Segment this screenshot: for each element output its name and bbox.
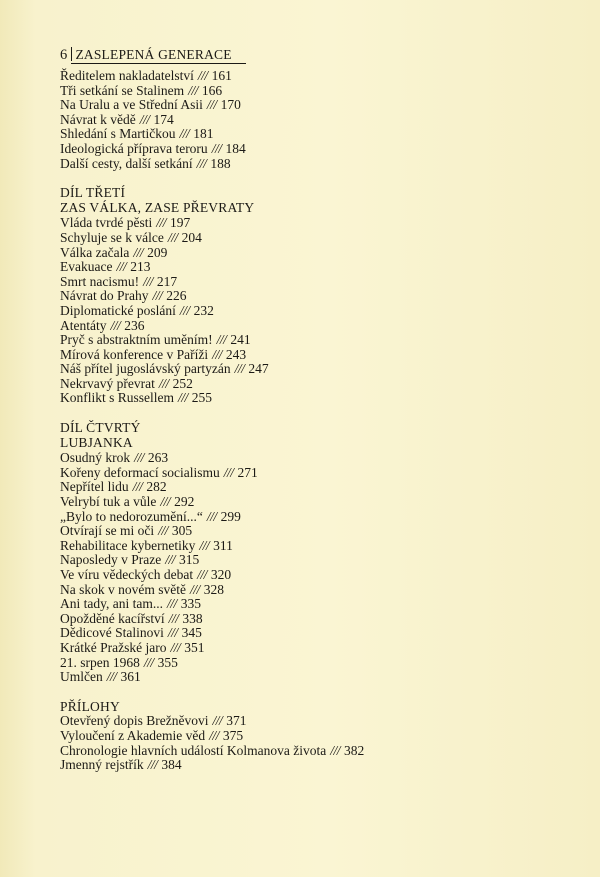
toc-entry <box>60 466 580 481</box>
toc-entry <box>60 612 580 627</box>
toc-page-number: 252 <box>172 375 193 391</box>
toc-entry <box>60 744 580 759</box>
toc-separator: /// <box>143 273 153 289</box>
toc-entry <box>60 714 580 729</box>
toc-entry <box>60 84 580 99</box>
toc-separator: /// <box>212 346 222 362</box>
toc-entry <box>60 510 580 525</box>
toc-separator: /// <box>170 639 181 655</box>
toc-page-number: 299 <box>220 508 241 524</box>
toc-entry-title: Evakuace <box>60 259 113 275</box>
toc-separator: /// <box>132 479 143 495</box>
toc-entry-title: Otvírají se mi oči <box>60 523 155 539</box>
toc-page-number: 197 <box>170 215 191 231</box>
toc-page-number: 361 <box>120 669 141 685</box>
toc-entry <box>60 275 580 290</box>
toc-page-number: 371 <box>226 713 247 729</box>
toc-page-number: 181 <box>193 126 214 142</box>
toc-separator: /// <box>199 537 210 553</box>
toc-page-number: 335 <box>180 596 201 612</box>
header-divider <box>71 47 72 61</box>
toc-entry-title: Opožděné kacířství <box>60 610 165 626</box>
toc-page-number: 247 <box>248 361 269 377</box>
toc-separator: /// <box>178 390 188 406</box>
toc-entry-title: Rehabilitace kybernetiky <box>60 537 196 553</box>
section-part-heading: PŘÍLOHY <box>60 698 120 714</box>
toc-entry <box>60 670 580 685</box>
toc-page-number: 311 <box>213 537 233 553</box>
toc-entry-title: Ani tady, ani tam... <box>60 596 163 612</box>
toc-page-number: 351 <box>184 639 205 655</box>
toc-separator: /// <box>158 375 169 391</box>
toc-page-number: 355 <box>157 654 178 670</box>
toc-separator: /// <box>206 97 217 113</box>
toc-entry <box>60 362 580 377</box>
toc-separator: /// <box>211 140 222 156</box>
toc-entry-title: Krátké Pražské jaro <box>60 639 167 655</box>
toc-entry-title: Konflikt s Russellem <box>60 390 174 406</box>
toc-separator: /// <box>110 317 121 333</box>
toc-page-number: 263 <box>147 450 169 466</box>
section-part-heading: DÍL TŘETÍ <box>60 185 126 201</box>
toc-entry-title: Naposledy v Praze <box>60 552 162 568</box>
toc-entry-title: Na Uralu a ve Střední Asii <box>60 97 203 113</box>
toc-entry <box>60 231 580 246</box>
toc-entry <box>60 583 580 598</box>
toc-separator: /// <box>212 713 223 729</box>
toc-entry-title: Umlčen <box>60 669 103 685</box>
toc-entry-title: Velrybí tuk a vůle <box>60 494 157 510</box>
toc-separator: /// <box>197 68 208 83</box>
toc-entry <box>60 641 580 656</box>
toc-entry-title: „Bylo to nedorozumění...“ <box>60 508 203 524</box>
toc-entry <box>60 98 580 113</box>
toc-page-number: 345 <box>181 625 202 641</box>
toc-section <box>60 186 580 406</box>
toc-separator: /// <box>152 288 163 304</box>
toc-entry-title: Kořeny deformací socialismu <box>60 464 220 480</box>
toc-separator: /// <box>165 552 175 568</box>
page-number: 6 <box>60 47 68 63</box>
table-of-contents <box>60 69 580 773</box>
toc-separator: /// <box>156 215 166 231</box>
toc-entry <box>60 304 580 319</box>
toc-entry-title: Mírová konference v Paříži <box>60 346 209 362</box>
toc-section <box>60 700 580 773</box>
toc-separator: /// <box>168 610 179 626</box>
toc-separator: /// <box>167 625 178 641</box>
toc-separator: /// <box>179 126 190 142</box>
toc-separator: /// <box>166 596 177 612</box>
toc-page-number: 338 <box>182 610 203 626</box>
toc-entry-title: Na skok v novém světě <box>60 581 186 597</box>
toc-page-number: 305 <box>171 523 193 539</box>
toc-entry-title: Smrt nacismu! <box>60 273 140 289</box>
toc-page-number: 255 <box>191 390 213 406</box>
toc-separator: /// <box>188 82 198 98</box>
toc-entry <box>60 142 580 157</box>
toc-page-number: 282 <box>146 479 167 495</box>
toc-entry-title: Vyloučení z Akademie věd <box>60 727 206 743</box>
toc-separator: /// <box>197 567 207 582</box>
toc-entry <box>60 348 580 363</box>
toc-separator: /// <box>158 523 168 539</box>
toc-page-number: 320 <box>210 567 232 582</box>
toc-entry <box>60 260 580 275</box>
section-title: LUBJANKA <box>60 434 133 450</box>
toc-entry-title: Ředitelem nakladatelství <box>60 68 194 83</box>
toc-separator: /// <box>147 757 158 773</box>
toc-entry <box>60 568 580 583</box>
toc-section <box>60 421 580 685</box>
toc-entry-title: Shledání s Martičkou <box>60 126 176 142</box>
toc-separator: /// <box>133 244 144 260</box>
toc-page-number: 226 <box>166 288 187 304</box>
toc-page-number: 243 <box>225 346 247 362</box>
toc-page-number: 184 <box>225 140 246 156</box>
toc-entry-title: Vláda tvrdé pěsti <box>60 215 153 231</box>
toc-page-number: 384 <box>161 757 182 773</box>
toc-entry <box>60 333 580 348</box>
toc-separator: /// <box>143 654 154 670</box>
toc-entry <box>60 524 580 539</box>
toc-separator: /// <box>189 581 200 597</box>
toc-entry <box>60 597 580 612</box>
toc-page-number: 166 <box>201 82 223 98</box>
toc-entry <box>60 758 580 773</box>
toc-separator: /// <box>330 742 340 758</box>
toc-separator: /// <box>160 494 171 510</box>
toc-entry-title: Návrat k vědě <box>60 111 136 127</box>
toc-entry <box>60 480 580 495</box>
toc-separator: /// <box>196 155 207 171</box>
toc-entry-title: Schyluje se k válce <box>60 229 164 245</box>
toc-entry <box>60 656 580 671</box>
toc-entry <box>60 626 580 641</box>
toc-entry-title: Osudný krok <box>60 450 131 466</box>
toc-entry <box>60 246 580 261</box>
toc-entry <box>60 377 580 392</box>
toc-entry <box>60 157 580 172</box>
toc-page-number: 375 <box>222 727 244 743</box>
toc-separator: /// <box>234 361 245 377</box>
toc-page-number: 209 <box>147 244 168 260</box>
toc-intro-list <box>60 69 580 171</box>
toc-separator: /// <box>216 332 227 348</box>
toc-separator: /// <box>206 508 217 524</box>
toc-entry-title: 21. srpen 1968 <box>60 654 140 670</box>
toc-page-number: 188 <box>210 155 231 171</box>
running-header <box>60 45 232 64</box>
toc-page-number: 382 <box>343 742 365 758</box>
toc-entry <box>60 539 580 554</box>
toc-page-number: 236 <box>124 317 145 333</box>
toc-page-number: 232 <box>193 302 214 318</box>
toc-entry-title: Ve víru vědeckých debat <box>60 567 194 582</box>
toc-page-number: 217 <box>156 273 178 289</box>
toc-separator: /// <box>116 259 127 275</box>
toc-page-number: 315 <box>178 552 200 568</box>
toc-entry-title: Válka začala <box>60 244 130 260</box>
toc-entry <box>60 216 580 231</box>
toc-separator: /// <box>134 450 144 466</box>
toc-entry <box>60 495 580 510</box>
toc-entry <box>60 391 580 406</box>
toc-page-number: 170 <box>220 97 241 113</box>
toc-entry-title: Další cesty, další setkání <box>60 155 193 171</box>
toc-entry-title: Atentáty <box>60 317 107 333</box>
toc-page-number: 204 <box>181 229 202 245</box>
toc-entry-title: Pryč s abstraktním uměním! <box>60 332 213 348</box>
toc-page-number: 174 <box>153 111 174 127</box>
toc-entry-title: Návrat do Prahy <box>60 288 149 304</box>
toc-entry-title: Diplomatické poslání <box>60 302 176 318</box>
toc-page-number: 292 <box>174 494 195 510</box>
toc-entry <box>60 289 580 304</box>
toc-entry <box>60 69 580 84</box>
toc-separator: /// <box>167 229 178 245</box>
toc-entry <box>60 319 580 334</box>
toc-entry-title: Dědicové Stalinovi <box>60 625 164 641</box>
toc-entry-title: Chronologie hlavních událostí Kolmanova života <box>60 742 327 758</box>
toc-entry-title: Náš přítel jugoslávský partyzán <box>60 361 231 377</box>
toc-separator: /// <box>106 669 117 685</box>
toc-entry <box>60 729 580 744</box>
toc-separator: /// <box>209 727 219 743</box>
toc-page-number: 328 <box>203 581 224 597</box>
toc-separator: /// <box>179 302 190 318</box>
toc-entry-title: Nekrvavý převrat <box>60 375 155 391</box>
toc-entry <box>60 553 580 568</box>
toc-page-number: 241 <box>230 332 251 348</box>
toc-entry-title: Nepřítel lidu <box>60 479 129 495</box>
section-part-heading: DÍL ČTVRTÝ <box>60 420 141 436</box>
toc-page-number: 161 <box>211 68 232 83</box>
toc-entry-title: Otevřený dopis Brežněvovi <box>60 713 209 729</box>
toc-page-number: 213 <box>130 259 151 275</box>
toc-entry-title: Tři setkání se Stalinem <box>60 82 185 98</box>
toc-separator: /// <box>139 111 150 127</box>
toc-page-number: 271 <box>237 464 258 480</box>
toc-entry-title: Jmenný rejstřík <box>60 757 144 773</box>
toc-separator: /// <box>223 464 234 480</box>
section-title: ZAS VÁLKA, ZASE PŘEVRATY <box>60 199 255 215</box>
running-title: ZASLEPENÁ GENERACE <box>75 47 232 62</box>
header-underline <box>71 63 246 64</box>
toc-entry <box>60 127 580 142</box>
toc-entry-title: Ideologická příprava teroru <box>60 140 208 156</box>
toc-entry <box>60 451 580 466</box>
toc-entry <box>60 113 580 128</box>
